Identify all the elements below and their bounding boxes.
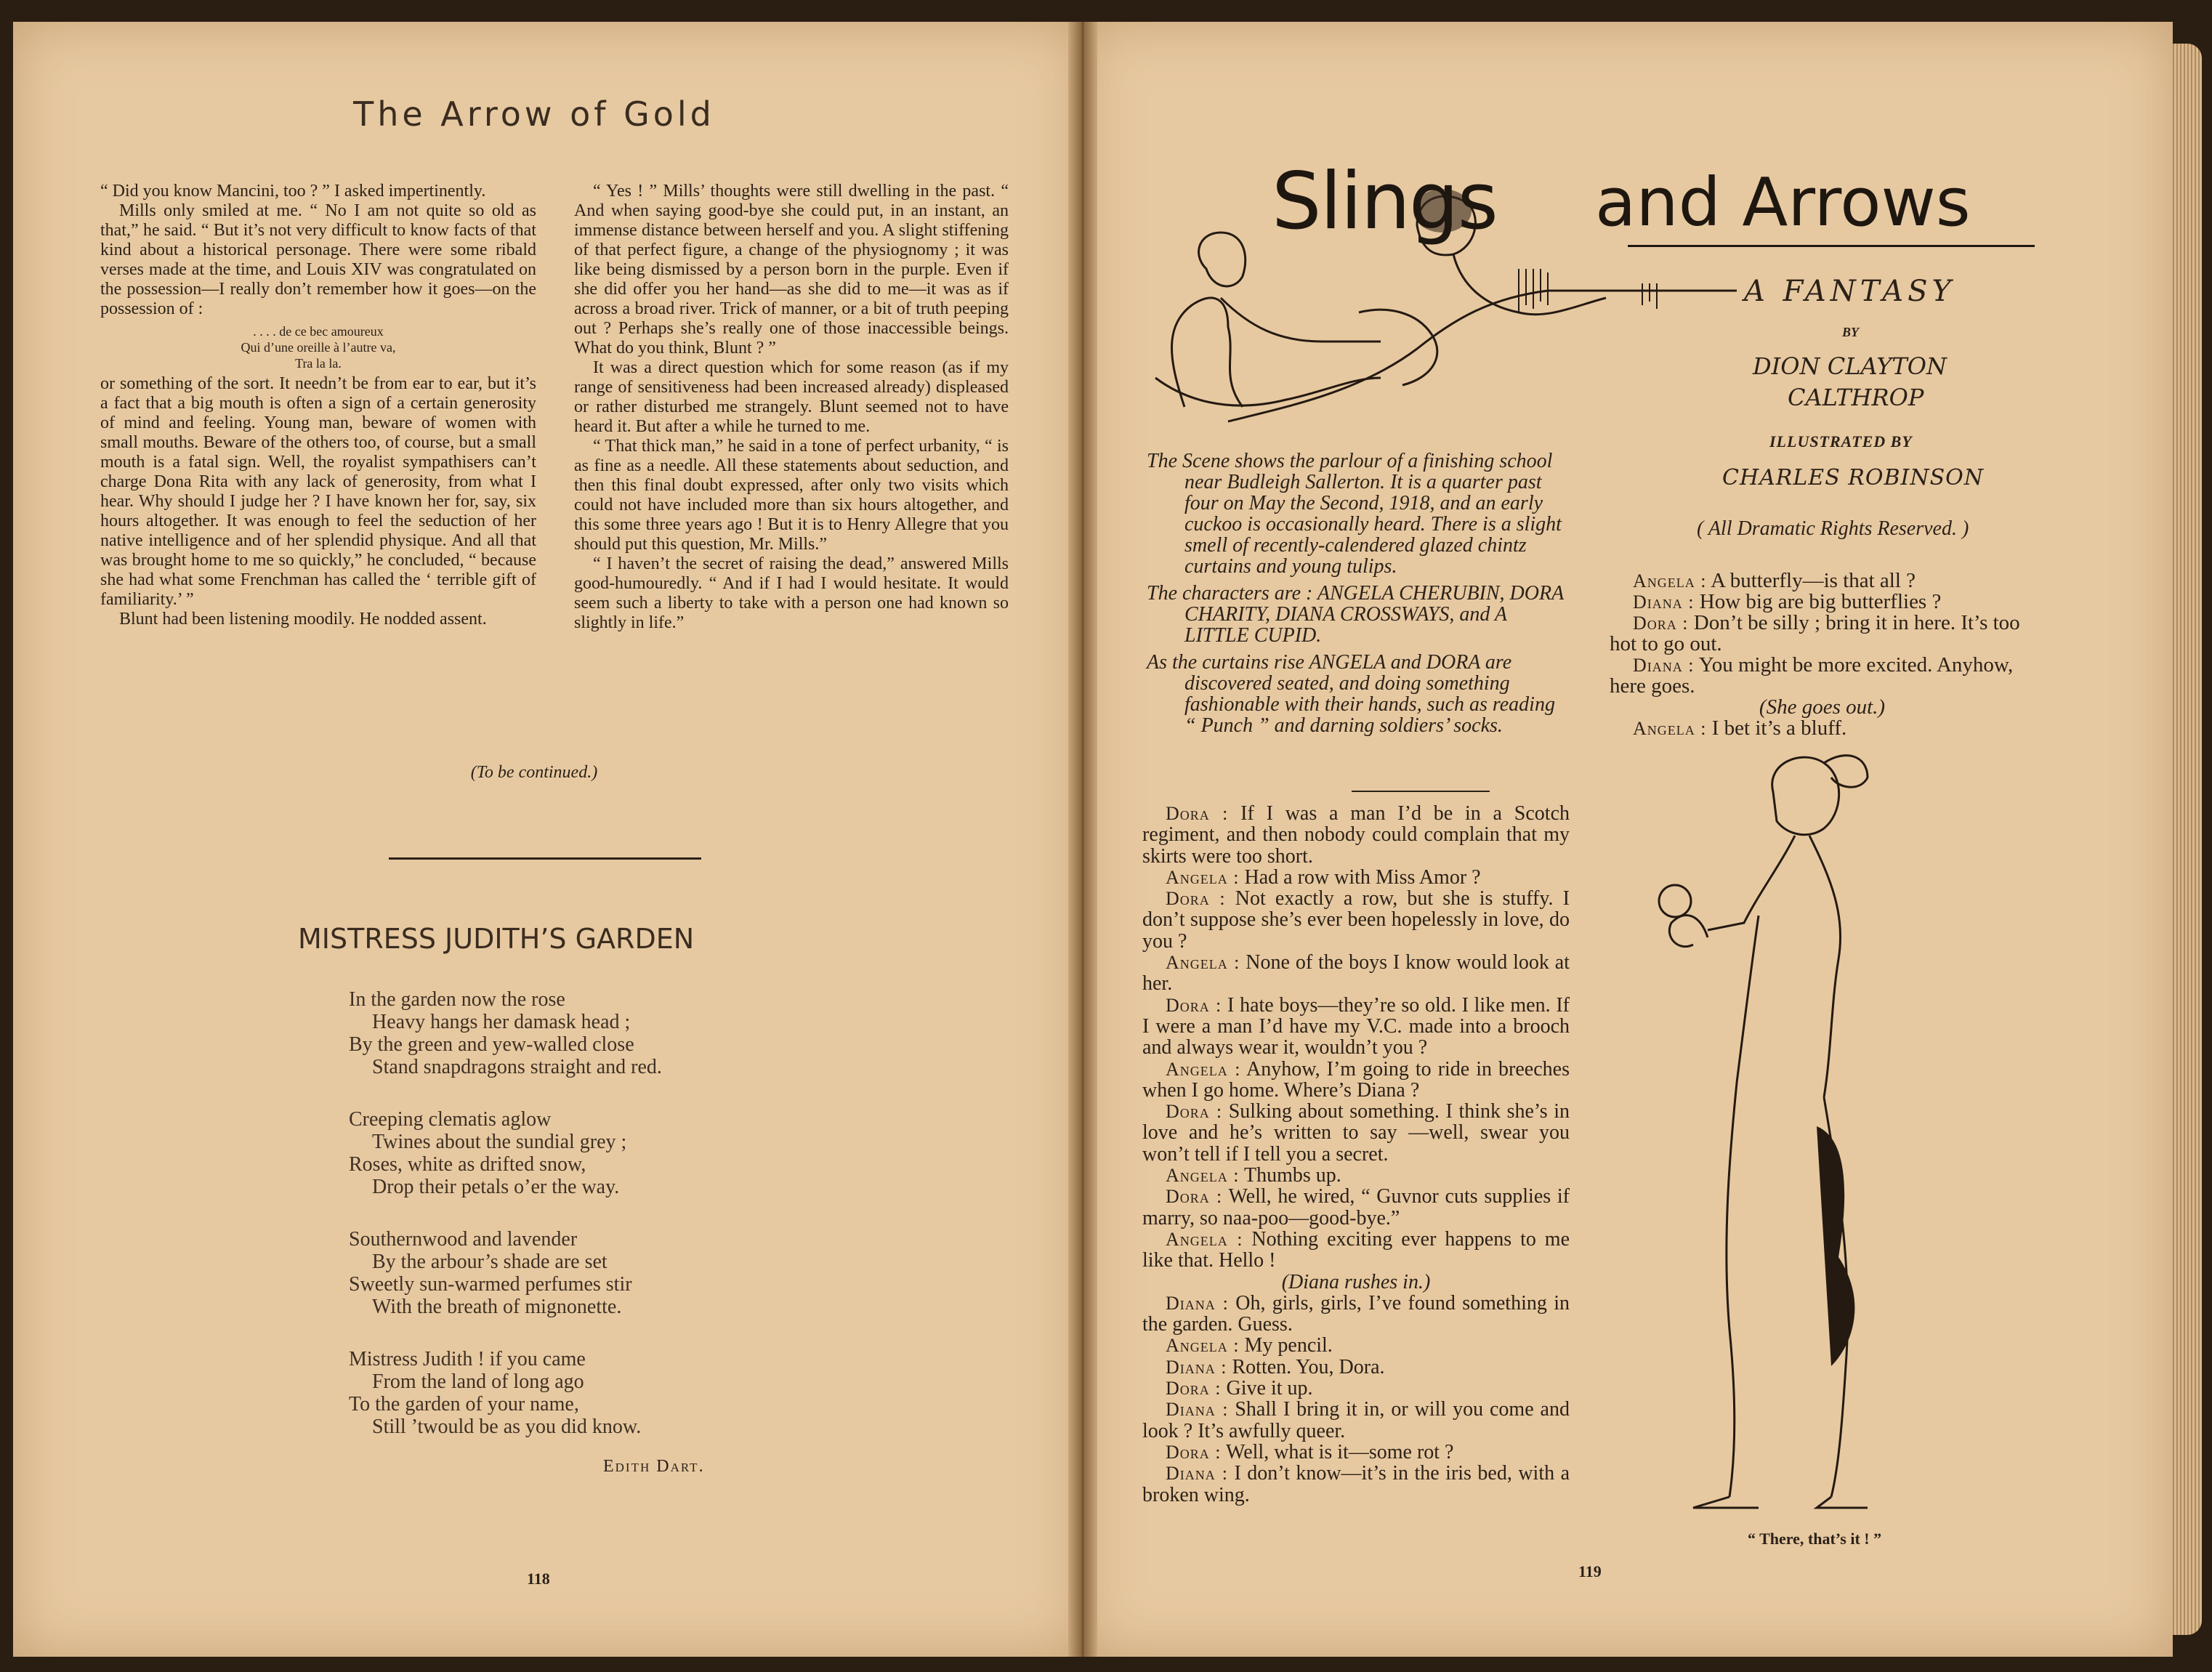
dialogue-text: I don’t know—it’s in the iris bed, with a broken wing. bbox=[1142, 1462, 1570, 1506]
poem-line: In the garden now the rose bbox=[349, 988, 565, 1011]
speaker-name: Angela : bbox=[1166, 866, 1240, 888]
dialogue-line bbox=[1142, 1335, 1570, 1356]
paragraph: “ I haven’t the secret of raising the dead,” answered Mills good-humouredly. “ And if I had I would hesitate. It would seem such a liberty to take with a person one had known so slightly in life.” bbox=[574, 554, 1009, 632]
poem-stanza bbox=[349, 1108, 662, 1198]
verse-line: Qui d’une oreille à l’autre va, bbox=[241, 340, 396, 355]
dialogue-column-right bbox=[1610, 570, 2035, 739]
dialogue-line bbox=[1610, 570, 2035, 591]
divider-rule bbox=[1352, 791, 1490, 792]
speaker-name: Dora : bbox=[1633, 613, 1689, 634]
illustrator-name: CHARLES ROBINSON bbox=[1722, 465, 1985, 490]
speaker-name: Dora : bbox=[1166, 1378, 1222, 1400]
poem-line: Sweetly sun-warmed perfumes stir bbox=[349, 1273, 632, 1296]
dialogue-line bbox=[1142, 803, 1570, 867]
stage-direction: (She goes out.) bbox=[1759, 695, 1886, 719]
poem-title: MISTRESS JUDITH’S GARDEN bbox=[298, 923, 695, 955]
poem bbox=[349, 988, 662, 1468]
poem-stanza bbox=[349, 1228, 662, 1318]
dialogue-line bbox=[1142, 888, 1570, 952]
poem-line: To the garden of your name, bbox=[349, 1393, 579, 1415]
speaker-name: Dora : bbox=[1166, 1101, 1223, 1123]
title-slings: Slings bbox=[1272, 156, 1497, 247]
paragraph: “ That thick man,” he said in a tone of perfect urbanity, “ is as fine as a needle. All these statements about seduction, and then this final doubt expressed, after only two visits which could not have included more than six hours altogether, and this some three years ago ! But it is to Henry Allegre that you should put this question, Mr. Mills.” bbox=[574, 437, 1009, 554]
dialogue-text: A butterfly—is that all ? bbox=[1711, 569, 1916, 592]
dialogue-text: Sulking about something. I think she’s in love and he’s written to say —well, swear you won’t tell if I tell you a secret. bbox=[1142, 1100, 1570, 1166]
subtitle: A FANTASY bbox=[1744, 275, 1955, 308]
speaker-name: Diana : bbox=[1633, 655, 1695, 676]
dialogue-text: I bet it’s a bluff. bbox=[1711, 716, 1847, 740]
poem-line: Still ’twould be as you did know. bbox=[372, 1415, 642, 1438]
dialogue-line bbox=[1142, 1399, 1570, 1442]
speaker-name: Diana : bbox=[1166, 1463, 1228, 1485]
dialogue-text: Not exactly a row, but she is stuffy. I don’t suppose she’s ever been hopelessly in love, do you ? bbox=[1142, 887, 1570, 953]
speaker-name: Dora : bbox=[1166, 888, 1226, 910]
dialogue-text: Anyhow, I’m going to ride in breeches when I go home. Where’s Diana ? bbox=[1142, 1057, 1570, 1102]
dialogue-text: Rotten. You, Dora. bbox=[1232, 1355, 1385, 1378]
scene-paragraph: As the curtains rise ANGELA and DORA are discovered seated, and doing something fashionable with their hands, such as reading “ Punch ” and darning soldiers’ socks. bbox=[1147, 651, 1555, 737]
speaker-name: Diana : bbox=[1166, 1399, 1229, 1421]
dialogue-text: Well, what is it—some rot ? bbox=[1226, 1440, 1454, 1463]
page-number-left: 118 bbox=[527, 1570, 550, 1588]
dialogue-line bbox=[1142, 1186, 1570, 1229]
poem-line: Stand snapdragons straight and red. bbox=[372, 1056, 662, 1078]
verse-line: . . . . de ce bec amoureux bbox=[253, 324, 384, 339]
scene-paragraph: The characters are : ANGELA CHERUBIN, DORA CHARITY, DIANA CROSSWAYS, and A LITTLE CUPID. bbox=[1147, 582, 1564, 647]
story-column-2 bbox=[574, 182, 1009, 633]
dialogue-text: Well, he wired, “ Guvnor cuts supplies if marry, so naa-poo—good-bye.” bbox=[1142, 1185, 1570, 1229]
running-title: The Arrow of Gold bbox=[353, 94, 715, 134]
speaker-name: Angela : bbox=[1166, 952, 1240, 974]
dialogue-line bbox=[1142, 1378, 1570, 1399]
dialogue-line bbox=[1610, 591, 2035, 613]
divider-rule bbox=[389, 857, 701, 860]
author-line-2: CALTHROP bbox=[1788, 384, 1924, 411]
dialogue-text: Thumbs up. bbox=[1244, 1164, 1341, 1187]
illustrated-by-label: ILLUSTRATED BY bbox=[1769, 432, 1913, 451]
speaker-name: Angela : bbox=[1166, 1058, 1241, 1080]
paragraph: “ Did you know Mancini, too ? ” I asked impertinently. bbox=[100, 182, 486, 201]
poem-line: From the land of long ago bbox=[372, 1370, 584, 1393]
speaker-name: Angela : bbox=[1166, 1165, 1240, 1187]
poem-stanza bbox=[349, 1348, 662, 1438]
poem-line: With the breath of mignonette. bbox=[372, 1296, 622, 1318]
dialogue-line bbox=[1142, 1165, 1570, 1186]
dialogue-line bbox=[1142, 1229, 1570, 1272]
poem-line: By the green and yew-walled close bbox=[349, 1033, 634, 1056]
scene-paragraph: The Scene shows the parlour of a finishing school near Budleigh Sallerton. It is a quarter past four on May the Second, 1918, and an early cuckoo is occasionally heard. There is a slight smell of recently-calendered glazed chintz curtains and young tulips. bbox=[1147, 450, 1562, 578]
dialogue-line bbox=[1142, 1463, 1570, 1506]
title-and-arrows: and Arrows bbox=[1595, 163, 1971, 241]
paragraph: “ Yes ! ” Mills’ thoughts were still dwelling in the past. “ And when saying good-bye she could put, in an instant, an immense distance between herself and you. A slight stiffening of that perfect figure, a change of the physiognomy ; it was like being dismissed by a person born in the purple. Even if she did offer you her hand—as she did to me—it was as if across a broad river. Trick of manner, or a bit of truth peeping out ? Perhaps she’s really one of those inaccessible beings. What do you think, Blunt ? ” bbox=[574, 182, 1009, 358]
dialogue-text: Nothing exciting ever happens to me like that. Hello ! bbox=[1142, 1227, 1570, 1272]
paragraph: or something of the sort. It needn’t be from ear to ear, but it’s a fact that a big mouth is often a sign of a certain generosity of mind and feeling. Young man, beware of women with small mouths. Beware of the others too, of course, but a small mouth is a fatal sign. Well, the royalist sympathisers can’t charge Dona Rita with any lack of generosity, from what I hear. Why should I judge her ? I have known her for, say, six hours altogether. It was enough to feel the seduction of her native intelligence and of her splendid physique. And all that was brought home to me so quickly,” he concluded, “ because she had what some Frenchman has called the ‘ terrible gift of familiarity.’ ” bbox=[100, 374, 536, 609]
scene-description bbox=[1147, 451, 1568, 742]
speaker-name: Angela : bbox=[1166, 1228, 1243, 1250]
page-number-right: 119 bbox=[1578, 1562, 1602, 1580]
girl-with-cupid-illustration-icon bbox=[1650, 748, 1962, 1533]
story-column-1 bbox=[100, 182, 536, 629]
dialogue-text: Don’t be silly ; bring it in here. It’s too hot to go out. bbox=[1610, 611, 2020, 655]
poem-line: Mistress Judith ! if you came bbox=[349, 1348, 586, 1370]
dialogue-line bbox=[1142, 1059, 1570, 1102]
by-label: BY bbox=[1842, 325, 1860, 339]
dialogue-line bbox=[1142, 867, 1570, 888]
dialogue-text: Had a row with Miss Amor ? bbox=[1244, 865, 1481, 889]
speaker-name: Diana : bbox=[1166, 1356, 1227, 1378]
dialogue-line bbox=[1142, 1101, 1570, 1165]
author-line-1: DION CLAYTON bbox=[1753, 352, 1947, 380]
speaker-name: Diana : bbox=[1166, 1292, 1229, 1314]
dialogue-text: Oh, girls, girls, I’ve found something in the garden. Guess. bbox=[1142, 1291, 1570, 1336]
stage-direction: (Diana rushes in.) bbox=[1281, 1270, 1431, 1293]
speaker-name: Diana : bbox=[1633, 591, 1695, 613]
paragraph: It was a direct question which for some reason (as if my range of sensitiveness had been increased already) displeased or rather disturbed me strangely. Blunt seemed not to have heard it. But after a while he turned to me. bbox=[574, 358, 1009, 436]
rights-notice: ( All Dramatic Rights Reserved. ) bbox=[1697, 517, 1969, 540]
speaker-name: Angela : bbox=[1633, 570, 1707, 591]
dialogue-text: Shall I bring it in, or will you come and look ? It’s awfully queer. bbox=[1142, 1398, 1570, 1442]
dialogue-line bbox=[1610, 655, 2035, 697]
dialogue-column-left bbox=[1142, 803, 1570, 1506]
dialogue-text: How big are big butterflies ? bbox=[1699, 590, 1942, 613]
book-spine bbox=[1068, 22, 1097, 1657]
poem-line: Creeping clematis aglow bbox=[349, 1108, 552, 1131]
speaker-name: Dora : bbox=[1166, 994, 1222, 1016]
dialogue-line bbox=[1610, 613, 2035, 655]
dialogue-line bbox=[1610, 718, 2035, 739]
speaker-name: Angela : bbox=[1166, 1335, 1240, 1357]
illustration-caption: “ There, that’s it ! ” bbox=[1748, 1530, 1882, 1548]
french-verse bbox=[100, 323, 536, 371]
dialogue-line bbox=[1142, 952, 1570, 995]
dialogue-text: None of the boys I know would look at her. bbox=[1142, 951, 1570, 995]
poem-line: Roses, white as drifted snow, bbox=[349, 1153, 586, 1176]
speaker-name: Dora : bbox=[1166, 1186, 1223, 1208]
poem-line: By the arbour’s shade are set bbox=[372, 1251, 608, 1273]
dialogue-text: Give it up. bbox=[1226, 1377, 1313, 1400]
dialogue-text: I hate boys—they’re so old. I like men. If I were a man I’d have my V.C. made into a brooch and always wear it, wouldn’t you ? bbox=[1142, 993, 1570, 1059]
dialogue-text: You might be more excited. Anyhow, here goes. bbox=[1610, 653, 2014, 698]
poem-line: Drop their petals o’er the way. bbox=[372, 1176, 620, 1198]
poem-stanza bbox=[349, 988, 662, 1078]
speaker-name: Dora : bbox=[1166, 803, 1229, 824]
dialogue-line bbox=[1142, 1357, 1570, 1378]
dialogue-line bbox=[1142, 1293, 1570, 1336]
dialogue-text: If I was a man I’d be in a Scotch regiment, and then nobody could complain that my skirts were too short. bbox=[1142, 802, 1570, 868]
speaker-name: Angela : bbox=[1633, 718, 1707, 739]
poem-line: Heavy hangs her damask head ; bbox=[372, 1011, 631, 1033]
to-be-continued: (To be continued.) bbox=[470, 763, 598, 782]
speaker-name: Dora : bbox=[1166, 1441, 1222, 1463]
poem-author: Edith Dart. bbox=[603, 1457, 705, 1476]
paragraph: Blunt had been listening moodily. He nodded assent. bbox=[119, 610, 487, 629]
dialogue-line bbox=[1142, 1442, 1570, 1463]
poem-line: Twines about the sundial grey ; bbox=[372, 1131, 627, 1153]
verse-line: Tra la la. bbox=[295, 356, 342, 371]
dialogue-text: My pencil. bbox=[1244, 1334, 1333, 1357]
title-underline bbox=[1628, 245, 2035, 247]
page-edges bbox=[2173, 44, 2202, 1635]
poem-line: Southernwood and lavender bbox=[349, 1228, 578, 1251]
paragraph: Mills only smiled at me. “ No I am not quite so old as that,” he said. “ But it’s not very difficult to know facts of that kind about a historical personage. There were some ribald verses made at the time, and Louis XIV was congratulated on the possession—I really don’t remember how it goes—on the possession of : bbox=[100, 201, 536, 318]
dialogue-line bbox=[1142, 995, 1570, 1059]
